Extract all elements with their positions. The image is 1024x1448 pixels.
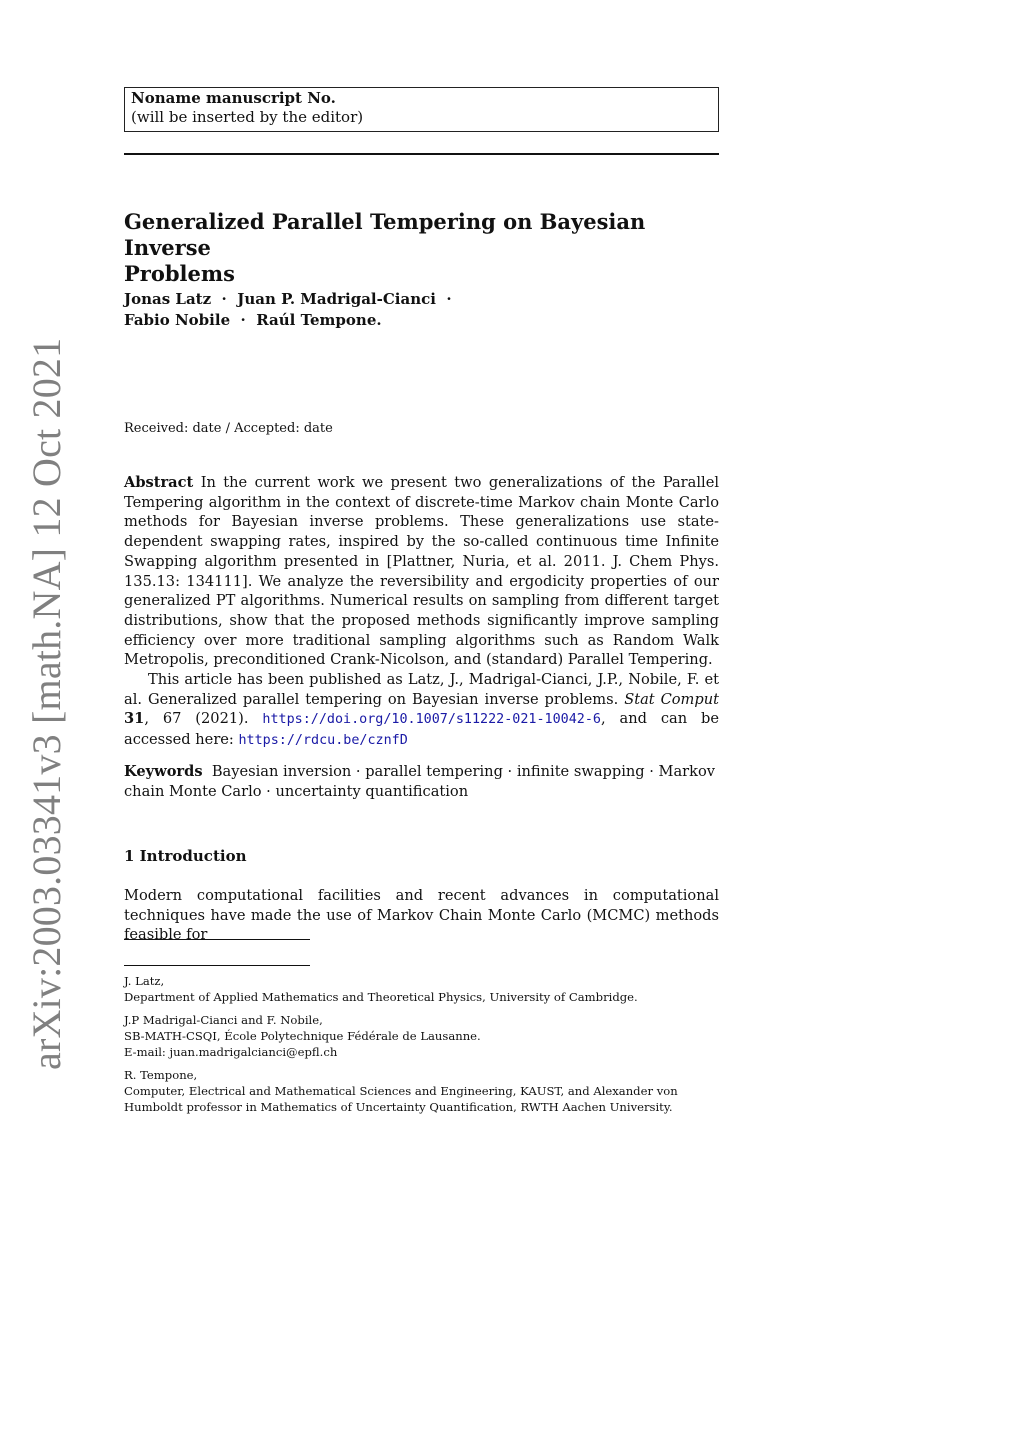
author-list [124, 289, 719, 331]
keywords-text: Bayesian inversion · parallel tempering · infinite swapping · Markov chain Monte Carlo · uncertainty quantification [124, 763, 716, 800]
affiliation-rule [124, 965, 310, 966]
abstract-label: Abstract [124, 474, 194, 491]
affiliation-line: J. Latz, [124, 974, 165, 988]
editor-note: (will be inserted by the editor) [131, 108, 364, 126]
affiliation-line: Department of Applied Mathematics and Theoretical Physics, University of Cambridge. [124, 990, 638, 1004]
affiliation-madrigal-nobile [124, 1012, 724, 1060]
manuscript-number-label: Noname manuscript No. [131, 89, 336, 107]
keywords-section [124, 762, 719, 802]
header-rule [124, 153, 719, 155]
received-accepted-date: Received: date / Accepted: date [124, 421, 333, 436]
doi-link[interactable]: https://doi.org/10.1007/s11222-021-10042-6 [262, 712, 601, 728]
keywords-label: Keywords [124, 763, 203, 780]
publication-note-text: This article has been published as Latz, J., Madrigal-Cianci, J.P., Nobile, F. et al. Generalized parallel tempering on Bayesian inverse problems. [124, 671, 719, 708]
author-line-1: Jonas Latz · Juan P. Madrigal-Cianci · [124, 290, 452, 308]
introduction-paragraph: Modern computational facilities and recent advances in computational techniques have made the use of Markov Chain Monte Carlo (MCMC) methods feasible for [124, 887, 719, 944]
introduction-body [124, 886, 719, 945]
affiliation-tempone [124, 1067, 724, 1115]
paper-title-line-2: Problems [124, 261, 235, 286]
affiliation-line: R. Tempone, [124, 1068, 198, 1082]
affiliation-email: E-mail: juan.madrigalcianci@epfl.ch [124, 1045, 338, 1059]
journal-volume: 31 [124, 710, 145, 728]
paper-title-line-1: Generalized Parallel Tempering on Bayesian Inverse [124, 209, 646, 260]
affiliation-latz [124, 973, 724, 1005]
footnote-rule [124, 939, 310, 940]
publication-note [124, 670, 719, 751]
author-line-2: Fabio Nobile · Raúl Tempone. [124, 311, 382, 329]
manuscript-number-box [124, 87, 719, 132]
arxiv-identifier-stamp: arXiv:2003.03341v3 [math.NA] 12 Oct 2021 [24, 337, 69, 1070]
introduction-heading: 1 Introduction [124, 847, 247, 865]
affiliation-line: SB-MATH-CSQI, École Polytechnique Fédérale de Lausanne. [124, 1029, 481, 1043]
affiliations [124, 973, 724, 1122]
rdcu-link[interactable]: https://rdcu.be/cznfD [238, 733, 408, 749]
journal-name: Stat Comput [624, 690, 719, 708]
paper-title [124, 209, 719, 287]
abstract-section [124, 473, 719, 751]
affiliation-line: Computer, Electrical and Mathematical Sciences and Engineering, KAUST, and Alexander von [124, 1084, 678, 1098]
access-note: , and can be accessed here: [124, 710, 720, 749]
abstract-paragraph [124, 473, 719, 670]
affiliation-line: Humboldt professor in Mathematics of Uncertainty Quantification, RWTH Aachen University. [124, 1100, 673, 1114]
abstract-text: In the current work we present two generalizations of the Parallel Tempering algorithm in the context of discrete-time Markov chain Monte Carlo methods for Bayesian inverse problems. These generalizations use state-dependent swapping rates, inspired by the so-called continuous time Infinite Swapping algorithm presented in [Plattner, Nuria, et al. 2011. J. Chem Phys. 135.13: 134111]. We analyze the reversibility and ergodicity properties of our generalized PT algorithms. Numerical results on sampling from different target distributions, show that the proposed methods significantly improve sampling efficiency over more traditional sampling algorithms such as Random Walk Metropolis, preconditioned Crank-Nicolson, and (standard) Parallel Tempering. [124, 474, 719, 669]
publication-year: , 67 (2021). [144, 710, 249, 728]
affiliation-line: J.P Madrigal-Cianci and F. Nobile, [124, 1013, 323, 1027]
